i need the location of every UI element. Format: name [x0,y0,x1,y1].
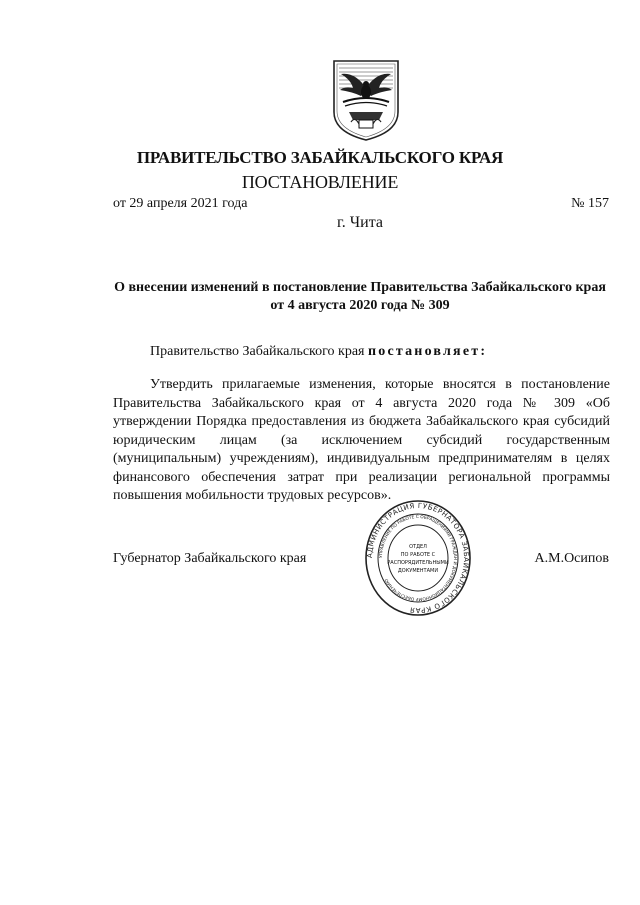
document-subject: О внесении изменений в постановление Правительства Забайкальского края от 4 августа 2020 года № 309 [114,280,606,313]
stamp-center-line: ДОКУМЕНТАМИ [397,568,439,574]
intro-text: Правительство Забайкальского края [150,344,368,359]
document-type: ПОСТАНОВЛЕНИЕ [241,172,399,192]
intro-paragraph [150,344,487,360]
signatory-name: А.М.Осипов [534,551,609,566]
intro-emphasis: постановляет: [367,344,488,359]
stamp-middle-text: УПРАВЛЕНИЕ ПО РАБОТЕ С ОБРАЩЕНИЯМИ ГРАЖДАН И ДОКУМЕНТАЦИОННОМУ ОБЕСПЕЧЕНИЮ [378,514,458,602]
signatory-role: Губернатор Забайкальского края [113,551,307,566]
document-date: от 29 апреля 2021 года [113,196,248,211]
coat-of-arms-icon [331,58,401,142]
stamp-center-line: ПО РАБОТЕ С [400,552,436,558]
body-paragraph: Утвердить прилагаемые изменения, которые вносятся в постановление Правительства Забайкальского края от 4 августа 2020 года № 309 «Об утверждении Порядка предоставления из бюджета Забайкальского края субсидий юридическим лицам (за исключением субсидий государственным (муниципальным) учреждениям), индивидуальным предпринимателям в целях финансового обеспечения затрат при реализации региональной программы повышения мобильности трудовых ресурсов». [113,377,610,503]
document-city: г. Чита [336,214,383,231]
document-number: № 157 [571,196,609,211]
stamp-center-line: РАСПОРЯДИТЕЛЬНЫМИ [387,560,449,566]
government-title: ПРАВИТЕЛЬСТВО ЗАБАЙКАЛЬСКОГО КРАЯ [136,148,504,167]
stamp-center-line: ОТДЕЛ [409,544,427,550]
stamp-outer-text: АДМИНИСТРАЦИЯ ГУБЕРНАТОРА ЗАБАЙКАЛЬСКОГО КРАЯ [365,501,471,615]
official-seal-icon [364,498,472,618]
